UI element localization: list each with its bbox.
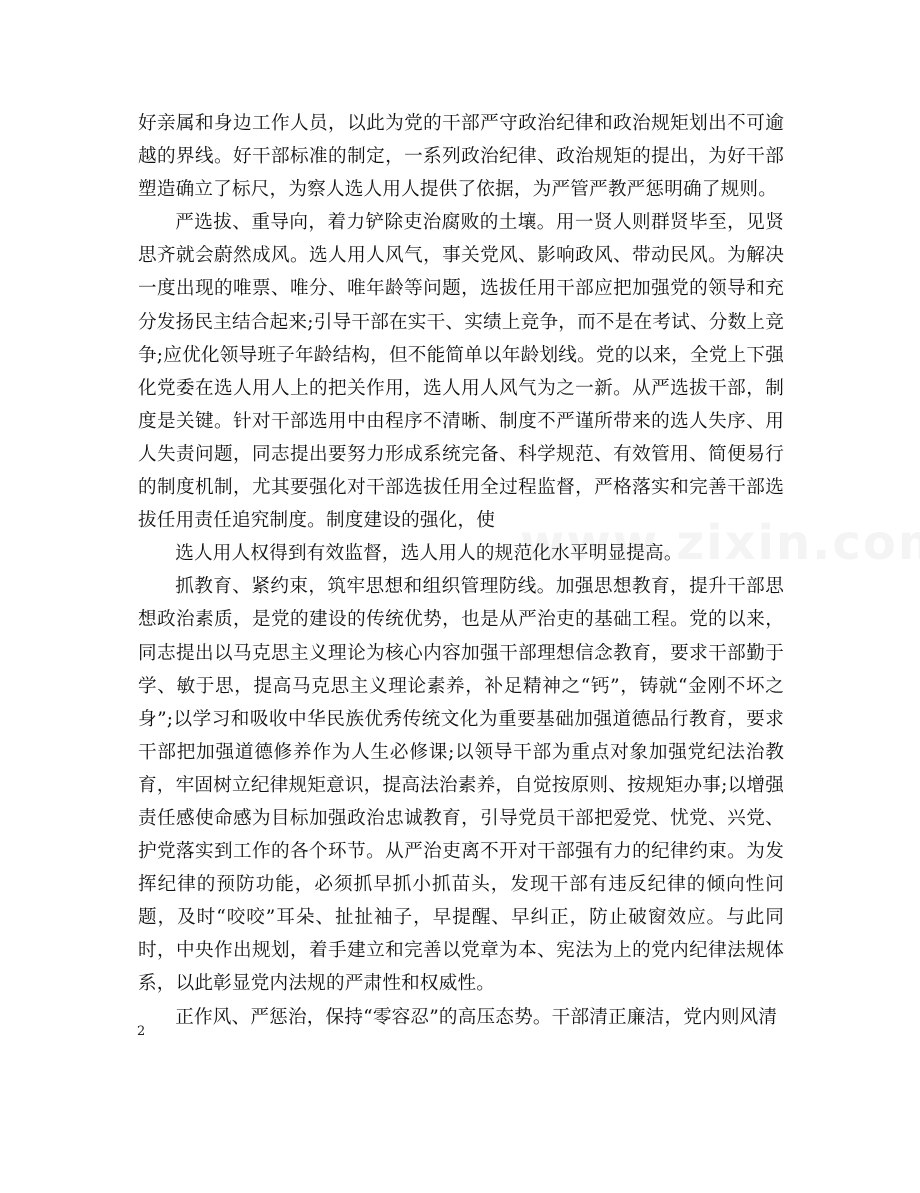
document-body [138,107,784,1034]
paragraph-4: 抓教育、紧约束，筑牢思想和组织管理防线。加强思想教育，提升干部思想政治素质，是党的建设的传统优势，也是从严治吏的基础工程。党的以来，同志提出以马克思主义理论为核心内容加强干部理想信念教育，要求干部勤于学、敏于思，提高马克思主义理论素养，补足精神之“钙”，铸就“金刚不坏之身”;以学习和吸收中华民族优秀传统文化为重要基础加强道德品行教育，要求干部把加强道德修养作为人生必修课;以领导干部为重点对象加强党纪法治教育，牢固树立纪律规矩意识，提高法治素养，自觉按原则、按规矩办事;以增强责任感使命感为目标加强政治忠诚教育，引导党员干部把爱党、忧党、兴党、护党落实到工作的各个环节。从严治吏离不开对干部强有力的纪律约束。为发挥纪律的预防功能，必须抓早抓小抓苗头，发现干部有违反纪律的倾向性问题，及时“咬咬”耳朵、扯扯袖子，早提醒、早纠正，防止破窗效应。与此同时，中央作出规划，着手建立和完善以党章为本、宪法为上的党内纪律法规体系，以此彰显党内法规的严肃性和权威性。 [138,576,784,995]
paragraph-2: 严选拔、重导向，着力铲除吏治腐败的土壤。用一贤人则群贤毕至，见贤思齐就会蔚然成风。选人用人风气，事关党风、影响政风、带动民风。为解决一度出现的唯票、唯分、唯年龄等问题，选拔任用干部应把加强党的领导和充分发扬民主结合起来;引导干部在实干、实绩上竞争，而不是在考试、分数上竞争;应优化领导班子年龄结构，但不能简单以年龄划线。党的以来，全党上下强化党委在选人用人上的把关作用，选人用人风气为之一新。从严选拔干部，制度是关键。针对干部选用中由程序不清晰、制度不严谨所带来的选人失序、用人失责问题，同志提出要努力形成系统完备、科学规范、有效管用、简便易行的制度机制，尤其要强化对干部选拔任用全过程监督，严格落实和完善干部选拔任用责任追究制度。制度建设的强化，使 [138,212,784,532]
paragraph-1: 好亲属和身边工作人员，以此为党的干部严守政治纪律和政治规矩划出不可逾越的界线。好干部标准的制定，一系列政治纪律、政治规矩的提出，为好干部塑造确立了标尺，为察人选人用人提供了依据，为严管严教严惩明确了规则。 [138,113,784,201]
paragraph-5: 正作风、严惩治，保持“零容忍”的高压态势。干部清正廉洁，党内则风清 [175,1006,778,1028]
paragraph-3: 选人用人权得到有效监督，选人用人的规范化水平明显提高。 [175,543,683,565]
page-number: 2 [137,1024,146,1039]
